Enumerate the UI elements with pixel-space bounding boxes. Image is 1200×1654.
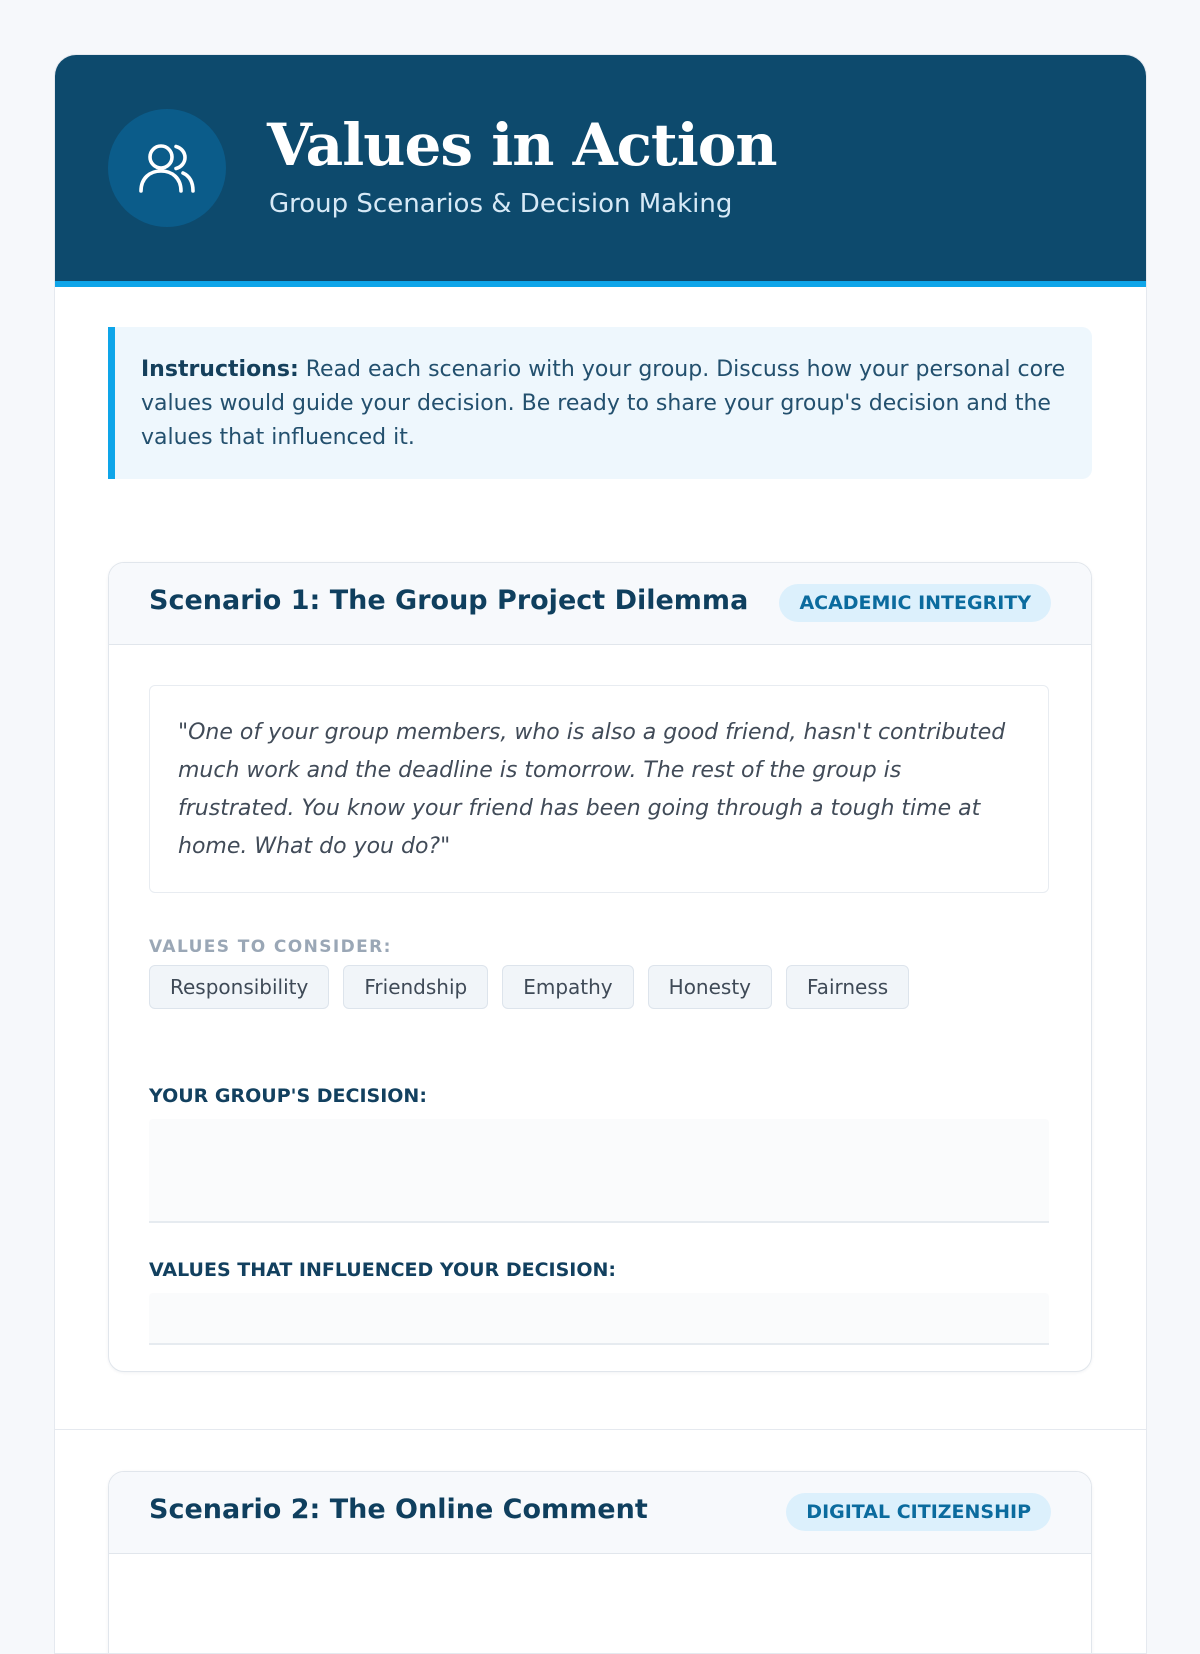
values-to-consider-label: VALUES TO CONSIDER:: [149, 937, 392, 957]
values-chip-list: [149, 965, 909, 1009]
instructions-text: Read each scenario with your group. Discuss how your personal core values would guide your decision. Be ready to share your group's decision and the values that influenced it.: [141, 357, 1066, 450]
scenario-card-1: [108, 562, 1092, 1372]
worksheet-page: [54, 54, 1147, 1654]
section-divider: [55, 1429, 1146, 1430]
scenario-card-2: [108, 1471, 1092, 1654]
scenario-quote: "One of your group members, who is also a good friend, hasn't contributed much work and the deadline is tomorrow. The rest of the group is frustrated. You know your friend has been going through a tough time at home. What do you do?": [149, 685, 1049, 893]
influence-label: VALUES THAT INFLUENCED YOUR DECISION:: [149, 1259, 616, 1281]
users-icon: [108, 109, 226, 227]
influence-field[interactable]: [149, 1293, 1049, 1345]
scenario-title: Scenario 2: The Online Comment: [149, 1494, 648, 1525]
value-chip: Fairness: [786, 965, 909, 1009]
page-subtitle: Group Scenarios & Decision Making: [269, 189, 733, 219]
scenario-tag: ACADEMIC INTEGRITY: [779, 584, 1051, 622]
page-title: Values in Action: [267, 111, 777, 179]
value-chip: Empathy: [502, 965, 633, 1009]
scenario-tag: DIGITAL CITIZENSHIP: [786, 1493, 1051, 1531]
page-header: [55, 55, 1146, 287]
decision-label: YOUR GROUP'S DECISION:: [149, 1085, 427, 1107]
value-chip: Honesty: [648, 965, 772, 1009]
scenario-header: [109, 1472, 1091, 1554]
decision-field[interactable]: [149, 1119, 1049, 1223]
instructions-label: Instructions:: [141, 357, 299, 382]
scenario-title: Scenario 1: The Group Project Dilemma: [149, 585, 749, 616]
value-chip: Friendship: [343, 965, 488, 1009]
value-chip: Responsibility: [149, 965, 329, 1009]
instructions-box: [108, 327, 1092, 479]
scenario-header: [109, 563, 1091, 645]
